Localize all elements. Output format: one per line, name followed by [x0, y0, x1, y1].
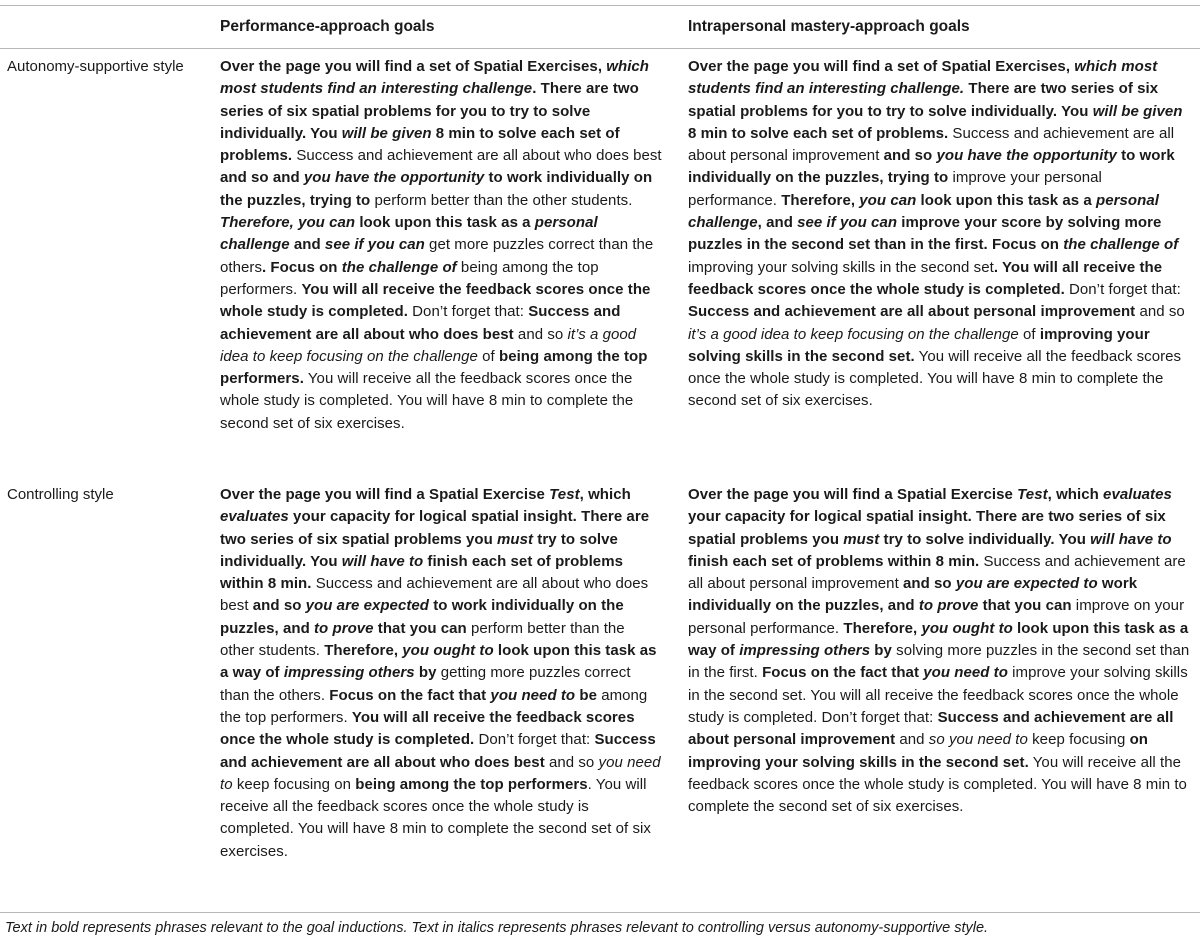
- text-run: to prove: [314, 619, 374, 637]
- text-run: You will receive all the feedback scores once the whole study is completed. You will have 8 min to complete the second set of six exercises.: [220, 370, 634, 432]
- text-run: impressing others: [283, 664, 415, 682]
- text-run: perform better than the other students.: [370, 191, 633, 209]
- cell-controlling-mastery: [688, 484, 1193, 818]
- text-run: look upon this task as a way of: [688, 619, 1189, 660]
- text-run: . There are two series of six spatial problems for you to try to solve individually. You: [220, 80, 639, 142]
- text-run: that you can: [373, 619, 467, 637]
- text-run: it’s a good idea to keep focusing on the challenge: [220, 325, 637, 365]
- text-run: . You will receive all the feedback scores once the whole study is completed. You will have 8 min to complete the second set of six exercises.: [220, 775, 651, 860]
- header-rule: [0, 48, 1200, 49]
- text-run: finish each set of problems within 8 min.: [688, 552, 980, 570]
- table-footnote: Text in bold represents phrases relevant to the goal inductions. Text in italics represents phrases relevant to controlling versus autonomy-supportive style.: [5, 920, 989, 936]
- text-run: and so: [513, 325, 568, 343]
- text-run: Success and achievement are all about who does best: [220, 731, 656, 771]
- text-run: perform better than the other students.: [220, 619, 625, 660]
- text-run: Test: [549, 486, 580, 503]
- text-run: You will receive all the feedback scores once the whole study is completed. You will have 8 min to complete the second set of six exercises.: [688, 347, 1182, 410]
- text-run: Focus on the fact that: [762, 664, 924, 682]
- text-run: , which: [1047, 486, 1104, 503]
- text-run: Success and achievement are all about who does best: [220, 303, 621, 343]
- text-run: see if you can: [797, 214, 898, 232]
- text-run: the challenge of: [341, 258, 457, 276]
- text-run: personal challenge: [220, 214, 598, 254]
- text-run: must: [497, 530, 534, 548]
- text-run: Over the page you will find a set of Spatial Exercises,: [688, 58, 1075, 75]
- text-run: You will all receive the feedback scores once the whole study is completed.: [220, 280, 651, 321]
- text-run: to work individually on the puzzles, trying to: [688, 147, 1175, 187]
- text-run: being among the top performers.: [220, 347, 648, 388]
- text-run: impressing others: [739, 642, 871, 660]
- text-run: you have the opportunity: [303, 169, 485, 187]
- text-run: evaluates: [1103, 486, 1172, 503]
- text-run: will be given: [341, 124, 432, 142]
- text-run: see if you can: [324, 236, 425, 254]
- text-run: that you can: [978, 597, 1072, 615]
- cell-autonomy-mastery: [688, 56, 1193, 413]
- text-run: , which: [579, 486, 631, 503]
- text-run: work individually on the puzzles, and: [688, 575, 1138, 615]
- text-run: look upon this task as a way of: [220, 642, 657, 682]
- text-run: Don’t forget that:: [474, 731, 595, 749]
- text-run: being among the top performers: [355, 775, 588, 793]
- text-run: Therefore,: [324, 642, 403, 660]
- text-run: personal challenge: [688, 191, 1159, 232]
- text-run: Focus on the fact that: [329, 686, 491, 704]
- text-run: Over the page you will find a Spatial Exercise: [220, 486, 550, 503]
- text-run: be: [575, 686, 597, 704]
- text-run: improve your solving skills in the second set. You will all receive the feedback scores once the whole study is completed. Don’t forget that:: [688, 664, 1188, 726]
- text-run: look upon this task as a: [916, 191, 1097, 209]
- text-run: so you need to: [928, 731, 1028, 749]
- text-run: . You will all receive the feedback scores once the whole study is completed.: [688, 258, 1163, 298]
- text-run: improve on your personal performance.: [688, 597, 1185, 637]
- text-run: on improving your solving skills in the second set.: [688, 731, 1148, 771]
- text-run: try to solve individually. You: [879, 530, 1091, 548]
- text-run: get more puzzles correct than the others: [220, 236, 654, 276]
- text-run: keep focusing on: [232, 775, 356, 793]
- text-run: by: [870, 642, 892, 660]
- text-run: will be given: [1092, 102, 1183, 120]
- row-label-controlling: Controlling style: [7, 486, 114, 503]
- text-run: Success and achievement are all about personal improvement: [688, 552, 1186, 593]
- text-run: Success and achievement are all about personal improvement: [688, 303, 1136, 321]
- text-run: and so and: [220, 169, 304, 187]
- text-run: and so: [903, 575, 956, 593]
- text-run: Over the page you will find a set of Spatial Exercises,: [220, 58, 607, 75]
- text-run: . Focus on: [262, 258, 342, 276]
- text-run: 8 min to solve each set of problems.: [220, 124, 620, 165]
- text-run: and so: [1135, 303, 1185, 321]
- cell-autonomy-performance: [220, 56, 662, 435]
- text-run: Test: [1017, 486, 1048, 503]
- text-run: must: [843, 530, 880, 548]
- text-run: look upon this task as a: [355, 214, 535, 232]
- text-run: will have to: [341, 552, 424, 570]
- text-run: Success and achievement are all about who does best: [220, 575, 649, 615]
- text-run: keep focusing: [1027, 731, 1130, 749]
- row-label-autonomy: Autonomy-supportive style: [7, 58, 184, 75]
- text-run: improving your solving skills in the second set: [688, 258, 994, 276]
- text-run: Therefore,: [843, 619, 922, 637]
- text-run: Therefore, you can: [220, 214, 356, 232]
- text-run: you have the opportunity: [936, 147, 1117, 165]
- text-run: being among the top performers.: [220, 258, 599, 298]
- text-run: improve your personal performance.: [688, 169, 1102, 209]
- text-run: and: [289, 236, 325, 254]
- text-run: your capacity for logical spatial insight. There are two series of six spatial problems you: [688, 508, 1166, 548]
- column-header-performance: Performance-approach goals: [220, 18, 435, 35]
- text-run: evaluates: [220, 508, 289, 526]
- text-run: you ought to: [402, 642, 494, 660]
- text-run: of: [477, 347, 499, 365]
- text-run: improving your solving skills in the second set.: [688, 325, 1150, 365]
- column-header-mastery: Intrapersonal mastery-approach goals: [688, 18, 970, 35]
- text-run: Don’t forget that:: [407, 303, 529, 321]
- text-run: to work individually on the puzzles, trying to: [220, 169, 653, 209]
- text-run: which most students find an interesting challenge.: [688, 58, 1158, 98]
- text-run: among the top performers.: [220, 686, 648, 726]
- text-run: improve your score by solving more puzzles in the second set than in the first. Focus on: [688, 214, 1162, 254]
- text-run: and so: [544, 753, 599, 771]
- text-run: Success and achievement are all about personal improvement: [688, 124, 1175, 165]
- text-run: of: [1018, 325, 1040, 343]
- text-run: which most students find an interesting challenge: [220, 58, 650, 98]
- text-run: will have to: [1090, 530, 1172, 548]
- text-run: by: [414, 664, 437, 682]
- bottom-rule: [0, 912, 1200, 913]
- text-run: 8 min to solve each set of problems.: [688, 124, 949, 142]
- text-run: There are two series of six spatial problems for you to try to solve individually. You: [688, 80, 1159, 120]
- text-run: you ought to: [921, 619, 1013, 637]
- text-run: and so: [252, 597, 306, 615]
- text-run: solving more puzzles in the second set than in the first.: [688, 642, 1190, 682]
- top-rule: [0, 5, 1200, 6]
- text-run: , and: [757, 214, 798, 232]
- text-run: it’s a good idea to keep focusing on the challenge: [688, 325, 1019, 343]
- text-run: you need to: [220, 753, 661, 793]
- text-run: and so: [883, 147, 937, 165]
- text-run: Don’t forget that:: [1064, 280, 1181, 298]
- text-run: try to solve individually. You: [220, 530, 618, 570]
- text-run: Over the page you will find a Spatial Exercise: [688, 486, 1018, 503]
- text-run: to prove: [918, 597, 979, 615]
- text-run: You will receive all the feedback scores once the whole study is completed. You will have 8 min to complete the second set of six exercises.: [688, 753, 1187, 816]
- text-run: Success and achievement are all about who does best: [292, 147, 662, 165]
- text-run: you are expected to: [955, 575, 1098, 593]
- text-run: getting more puzzles correct than the others.: [220, 664, 631, 704]
- text-run: you are expected: [305, 597, 429, 615]
- text-run: and: [895, 731, 929, 749]
- text-run: the challenge of: [1063, 236, 1179, 254]
- text-run: to work individually on the puzzles, and: [220, 597, 624, 637]
- text-run: you need to: [490, 686, 576, 704]
- text-run: you need to: [923, 664, 1008, 682]
- text-run: Success and achievement are all about personal improvement: [688, 708, 1174, 749]
- text-run: Therefore,: [781, 191, 860, 209]
- text-run: your capacity for logical spatial insight. There are two series of six spatial problems you: [220, 508, 650, 548]
- text-run: You will all receive the feedback scores once the whole study is completed.: [220, 708, 635, 749]
- text-run: finish each set of problems within 8 min.: [220, 552, 623, 593]
- cell-controlling-performance: [220, 484, 662, 863]
- text-run: you can: [859, 191, 917, 209]
